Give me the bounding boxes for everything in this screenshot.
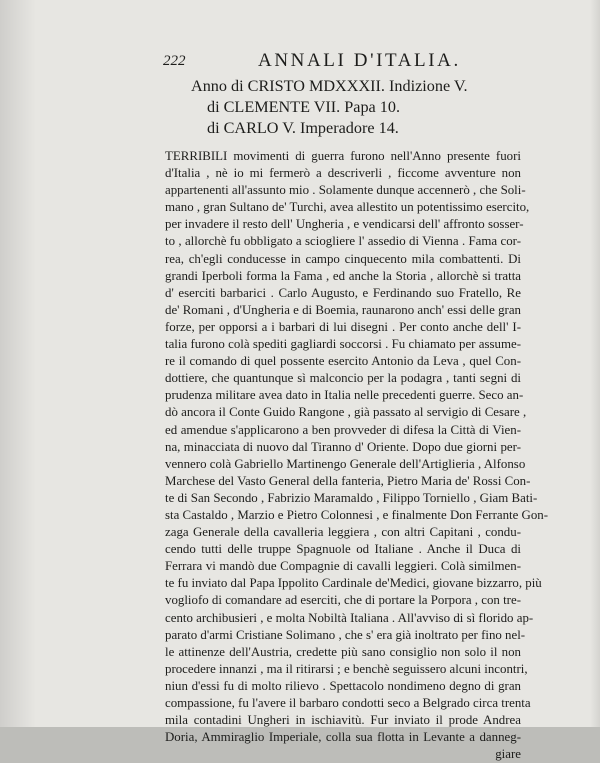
year-heading-line: di CLEMENTE VII. Papa 10. bbox=[207, 98, 401, 116]
running-title: ANNALI D'ITALIA. bbox=[258, 50, 461, 71]
text-line: de' Romani , d'Ungheria e di Boemia, raunarono anch' essi delle gran bbox=[165, 302, 521, 317]
text-line: giare bbox=[495, 747, 521, 762]
text-line: vogliofo di comandare ad eserciti, che di portare la Porpora , con tre- bbox=[165, 593, 521, 608]
year-heading-line: Anno di CRISTO MDXXXII. Indizione V. bbox=[191, 77, 468, 95]
text-line: grandi Iperboli forma la Fama , ed anche la Storia , allorchè si tratta bbox=[165, 268, 521, 283]
text-line: ed amendue s'applicarono a ben provveder di difesa la Città di Vien- bbox=[165, 422, 521, 437]
text-line: mano , gran Sultano de' Turchi, avea allestito un potentissimo esercito, bbox=[165, 200, 530, 215]
year-heading-line: di CARLO V. Imperadore 14. bbox=[207, 119, 399, 137]
text-line: te di San Secondo , Fabrizio Maramaldo , Filippo Torniello , Giam Bati- bbox=[165, 490, 538, 505]
text-line: dò ancora il Conte Guido Rangone , già passato al servigio di Cesare , bbox=[165, 405, 527, 420]
text-line: compassione, fu l'avere il barbaro condotti seco a Belgrado circa trenta bbox=[165, 696, 531, 710]
text-line: TERRIBILI movimenti di guerra furono nell'Anno presente fuori bbox=[165, 149, 521, 163]
text-line: sta Castaldo , Marzio e Pietro Colonnesi , e finalmente Don Ferrante Gon- bbox=[165, 507, 549, 522]
text-line: d'Italia , nè io mi fermerò a descriverli , ficcome avventure non bbox=[165, 166, 521, 181]
text-line: vennero colà Gabriello Martinengo Generale dell'Artiglieria , Alfonso bbox=[165, 456, 526, 471]
page-number: 222 bbox=[163, 53, 186, 69]
text-line: Doria, Ammiraglio Imperiale, colla sua flotta in Levante a danneg- bbox=[165, 730, 521, 745]
text-line: Ferrara vi mandò due Compagnie di cavalli leggieri. Colà similmen- bbox=[165, 559, 521, 574]
text-line: niun d'essi fu di molto rilievo . Spettacolo nondimeno degno di gran bbox=[165, 678, 521, 693]
text-line: re il comando di quel possente esercito Antonio da Leva , quel Con- bbox=[165, 354, 521, 369]
text-line: parato d'armi Cristiane Solimano , che s' era già inoltrato per fino nel- bbox=[165, 627, 526, 642]
year-heading bbox=[191, 76, 491, 139]
text-line: rea, ch'egli conducesse in campo cinquecento mila combattenti. Di bbox=[165, 251, 521, 266]
text-line: per invadere il resto dell' Ungheria , e vendicarsi dell' affronto sosser- bbox=[165, 217, 524, 232]
page-gutter-shadow bbox=[0, 0, 36, 727]
body-text bbox=[165, 148, 549, 763]
page-edge bbox=[590, 0, 600, 727]
text-line: d' eserciti barbarici . Carlo Augusto, e Ferdinando suo Fratello, Re bbox=[165, 285, 521, 300]
text-line: na, minacciata di nuovo dal Tiranno d' Oriente. Dopo due giorni per- bbox=[165, 439, 521, 454]
running-head bbox=[163, 50, 473, 72]
text-line: mila contadini Ungheri in ischiavitù. Fur inviato il prode Andrea bbox=[165, 713, 521, 728]
text-line: procedere innanzi , ma il ritirarsi ; e benchè seguissero alcuni incontri, bbox=[165, 661, 528, 676]
text-line: prudenza militare avea dato in Italia nelle precedenti guerre. Seco an- bbox=[165, 388, 524, 403]
text-line: le attinenze dell'Austria, credette più sano consiglio non solo il non bbox=[165, 644, 521, 659]
text-line: cento archibusieri , e molta Nobiltà Italiana . All'avviso di sì florido ap- bbox=[165, 610, 534, 625]
text-line: forze, per opporsi a i barbari di lui disegni . Per conto anche dell' I- bbox=[165, 319, 521, 334]
text-line: dottiere, che quantunque sì malconcio per la podagra , tanti segni di bbox=[165, 371, 521, 386]
text-line: te fu inviato dal Papa Ippolito Cardinale de'Medici, giovane bizzarro, più bbox=[165, 576, 542, 591]
text-line: Marchese del Vasto General della fanteria, Pietro Maria de' Rossi Con- bbox=[165, 473, 531, 488]
text-line: talia furono colà spediti gagliardi soccorsi . Fu chiamato per assume- bbox=[165, 337, 521, 352]
text-line: appartenenti all'assunto mio . Solamente dunque accennerò , che Soli- bbox=[165, 183, 526, 198]
text-line: cendo tutti delle truppe Spagnuole od Italiane . Anche il Duca di bbox=[165, 542, 521, 557]
text-line: zaga Generale della cavalleria leggiera , con altri Capitani , condu- bbox=[165, 525, 521, 540]
text-line: to , allorchè fu obbligato a sciogliere l' assedio di Vienna . Fama cor- bbox=[165, 234, 521, 249]
